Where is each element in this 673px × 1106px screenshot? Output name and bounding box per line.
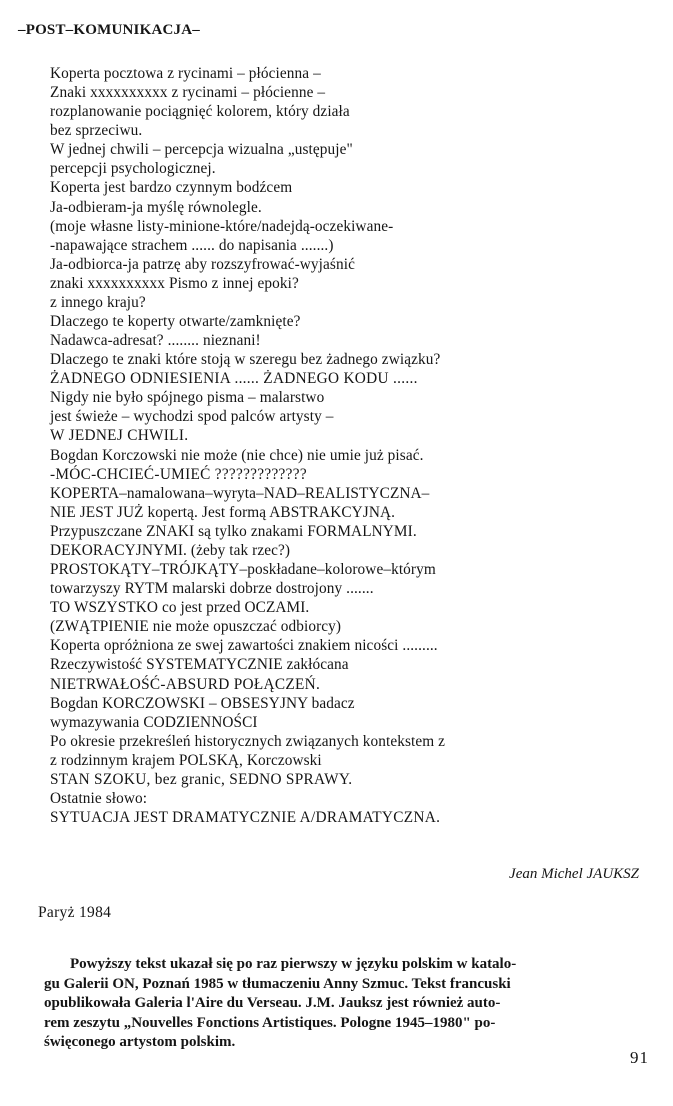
poem-line: Nadawca-adresat? ........ nieznani! [50,332,261,350]
poem-line: W jednej chwili – percepcja wizualna „ustępuje" [50,141,353,159]
poem-line: bez sprzeciwu. [50,122,143,140]
note-line: gu Galerii ON, Poznań 1985 w tłumaczeniu Anny Szmuc. Tekst francuski [44,975,511,992]
poem-line: SYTUACJA JEST DRAMATYCZNIE A/DRAMATYCZNA. [50,809,441,827]
poem-line: z rodzinnym krajem POLSKĄ, Korczowski [50,751,322,769]
note-line: święconego artystom polskim. [44,1034,236,1051]
poem-line: Koperta jest bardzo czynnym bodźcem [50,179,293,197]
poem-line: Ja-odbieram-ja myślę równolegle. [50,198,262,216]
poem-line: Bogdan Korczowski nie może (nie chce) nie umie już pisać. [50,446,424,464]
poem-line: wymazywania CODZIENNOŚCI [50,713,258,731]
poem-line: towarzyszy RYTM malarski dobrze dostrojony ....... [50,580,374,598]
publication-note [44,955,516,1053]
poem-line: Koperta opróżniona ze swej zawartości znakiem nicości ......... [50,637,438,655]
note-line: Powyższy tekst ukazał się po raz pierwszy w języku polskim w katalo- [70,956,517,972]
poem-line: z innego kraju? [50,293,146,311]
poem-line: -napawające strachem ...... do napisania .......) [50,236,334,254]
poem-line: Dlaczego te znaki które stoją w szeregu bez żadnego związku? [50,351,441,369]
poem-line: (ZWĄTPIENIE nie może opuszczać odbiorcy) [50,618,342,636]
poem-line: DEKORACYJNYMI. (żeby tak rzec?) [50,541,291,559]
poem-line: Nigdy nie było spójnego pisma – malarstwo [50,389,325,407]
poem-text [50,64,445,827]
poem-line: Po okresie przekreśleń historycznych związanych kontekstem z [50,732,446,750]
poem-line: Dlaczego te koperty otwarte/zamknięte? [50,313,301,331]
poem-line: TO WSZYSTKO co jest przed OCZAMI. [50,599,310,617]
poem-line: NIE JEST JUŻ kopertą. Jest formą ABSTRAKCYJNĄ. [50,503,396,521]
note-line: rem zeszytu „Nouvelles Fonctions Artistiques. Pologne 1945–1980" po- [44,1014,496,1031]
page-number: 91 [630,1048,649,1067]
poem-line: W JEDNEJ CHWILI. [50,427,189,445]
poem-line: rozplanowanie pociągnięć kolorem, który działa [50,103,350,121]
poem-line: PROSTOKĄTY–TRÓJKĄTY–poskładane–kolorowe–którym [50,561,436,579]
note-line: opublikowała Galeria l'Aire du Verseau. J.M. Jauksz jest również auto- [44,995,501,1012]
poem-line: Znaki xxxxxxxxxx z rycinami – płócienne – [50,84,326,102]
place-and-date: Paryż 1984 [38,904,112,921]
poem-line: NIETRWAŁOŚĆ-ABSURD POŁĄCZEŃ. [50,675,321,693]
poem-line: -MÓC-CHCIEĆ-UMIEĆ ????????????? [50,465,307,483]
poem-line: Bogdan KORCZOWSKI – OBSESYJNY badacz [50,694,355,712]
poem-line: jest świeże – wychodzi spod palców artysty – [50,408,334,426]
poem-line: Ostatnie słowo: [50,789,148,807]
poem-line: Rzeczywistość SYSTEMATYCZNIE zakłócana [50,656,349,674]
poem-line: STAN SZOKU, bez granic, SEDNO SPRAWY. [50,770,353,788]
poem-line: Koperta pocztowa z rycinami – płócienna – [50,65,321,82]
poem-line: percepcji psychologicznej. [50,160,216,178]
poem-line: Ja-odbiorca-ja patrzę aby rozszyfrować-wyjaśnić [50,255,355,273]
poem-line: ŻADNEGO ODNIESIENIA ...... ŻADNEGO KODU ...... [50,370,418,388]
poem-line: Przypuszczane ZNAKI są tylko znakami FORMALNYMI. [50,522,417,540]
page-heading: –POST–KOMUNIKACJA– [18,22,200,38]
poem-line: znaki xxxxxxxxxx Pismo z innej epoki? [50,274,299,292]
author-signature: Jean Michel JAUKSZ [509,866,639,882]
poem-line: KOPERTA–namalowana–wyryta–NAD–REALISTYCZNA– [50,484,430,502]
poem-line: (moje własne listy-minione-które/nadejdą-oczekiwane- [50,217,394,235]
